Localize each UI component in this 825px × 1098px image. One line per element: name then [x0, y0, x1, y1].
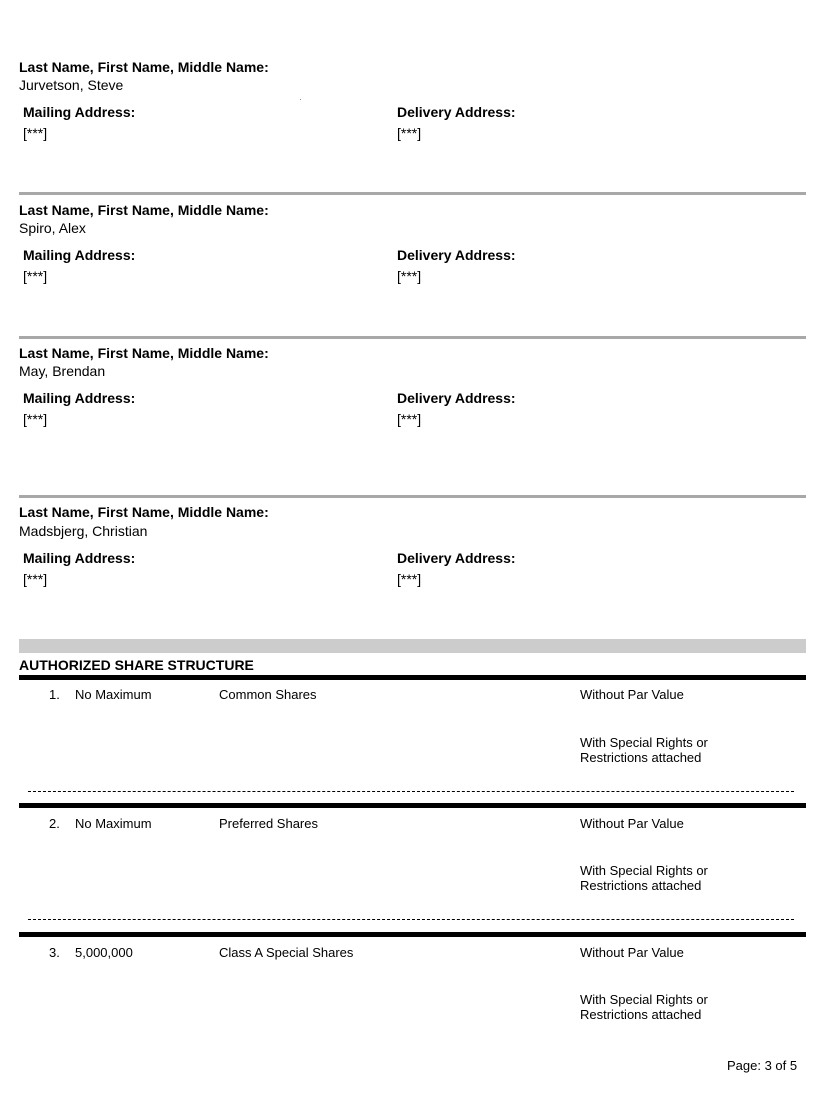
section-band [19, 639, 806, 653]
share-row-1-rights-line2: Restrictions attached [580, 750, 702, 765]
section-divider [19, 495, 806, 498]
director-3-name: May, Brendan [19, 363, 106, 379]
director-1-name-label: Last Name, First Name, Middle Name: [19, 59, 269, 75]
director-4-mailing-value: [***] [23, 571, 48, 587]
row-rule [19, 803, 806, 808]
share-row-2-number: 2. [49, 816, 60, 831]
section-divider [19, 192, 806, 195]
share-row-3-number: 3. [49, 945, 60, 960]
director-3-mailing-value: [***] [23, 411, 48, 427]
director-3-delivery-value: [***] [397, 411, 422, 427]
director-4-delivery-label: Delivery Address: [397, 550, 516, 566]
share-row-1-par: Without Par Value [580, 687, 684, 702]
share-row-3-maximum: 5,000,000 [75, 945, 133, 960]
director-4-mailing-label: Mailing Address: [23, 550, 136, 566]
share-row-3-par: Without Par Value [580, 945, 684, 960]
row-dashed-separator [28, 791, 794, 792]
stray-mark [300, 99, 301, 100]
share-structure-title: AUTHORIZED SHARE STRUCTURE [19, 657, 254, 673]
director-2-name: Spiro, Alex [19, 220, 86, 236]
row-rule [19, 932, 806, 937]
share-row-2-par: Without Par Value [580, 816, 684, 831]
director-2-name-label: Last Name, First Name, Middle Name: [19, 202, 269, 218]
share-row-3-class: Class A Special Shares [219, 945, 354, 960]
director-2-delivery-label: Delivery Address: [397, 247, 516, 263]
share-row-1-rights-line1: With Special Rights or [580, 735, 708, 750]
director-1-mailing-value: [***] [23, 125, 48, 141]
director-3-name-label: Last Name, First Name, Middle Name: [19, 345, 269, 361]
share-row-2-rights-line2: Restrictions attached [580, 878, 702, 893]
share-row-2-class: Preferred Shares [219, 816, 318, 831]
director-3-mailing-label: Mailing Address: [23, 390, 136, 406]
director-2-mailing-value: [***] [23, 268, 48, 284]
section-divider [19, 336, 806, 339]
share-row-2-maximum: No Maximum [75, 816, 152, 831]
director-1-mailing-label: Mailing Address: [23, 104, 136, 120]
page-number: Page: 3 of 5 [727, 1058, 798, 1073]
share-row-1-class: Common Shares [219, 687, 317, 702]
share-row-1-maximum: No Maximum [75, 687, 152, 702]
director-3-delivery-label: Delivery Address: [397, 390, 516, 406]
director-2-mailing-label: Mailing Address: [23, 247, 136, 263]
share-row-3-rights-line1: With Special Rights or [580, 992, 708, 1007]
row-rule [19, 675, 806, 680]
share-row-2-rights-line1: With Special Rights or [580, 863, 708, 878]
row-dashed-separator [28, 919, 794, 920]
director-1-delivery-label: Delivery Address: [397, 104, 516, 120]
share-row-1-number: 1. [49, 687, 60, 702]
share-row-3-rights-line2: Restrictions attached [580, 1007, 702, 1022]
director-4-delivery-value: [***] [397, 571, 422, 587]
director-1-delivery-value: [***] [397, 125, 422, 141]
director-1-name: Jurvetson, Steve [19, 77, 124, 93]
director-4-name-label: Last Name, First Name, Middle Name: [19, 504, 269, 520]
director-2-delivery-value: [***] [397, 268, 422, 284]
director-4-name: Madsbjerg, Christian [19, 523, 148, 539]
